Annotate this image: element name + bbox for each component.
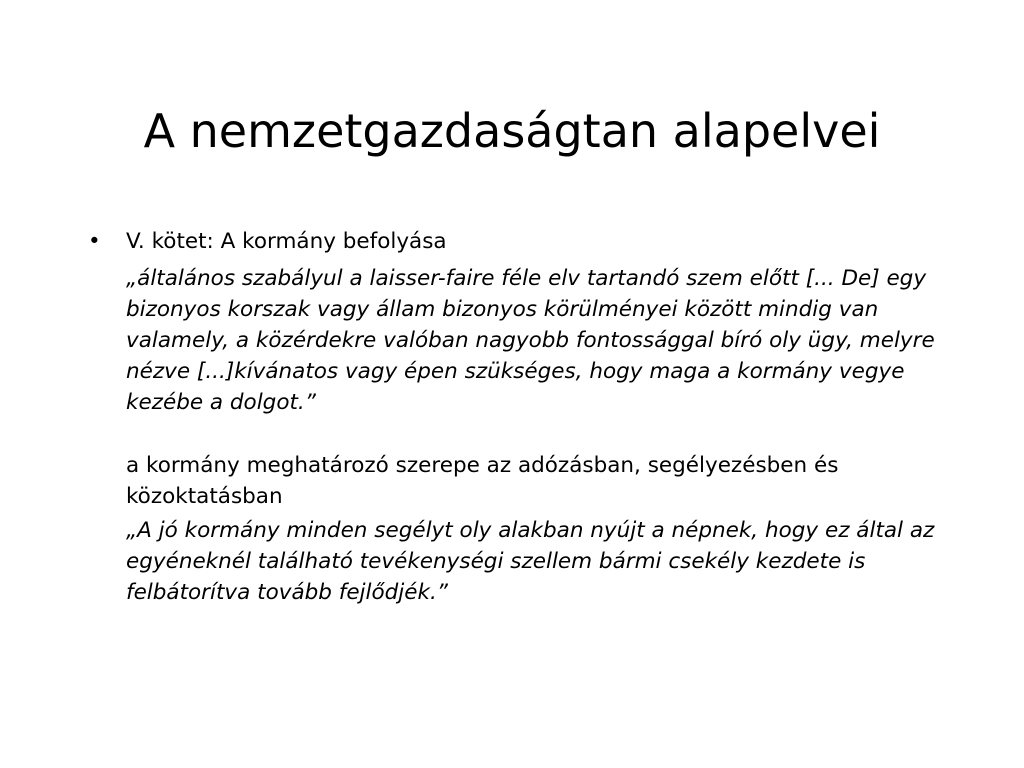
government-role-paragraph: a kormány meghatározó szerepe az adózásban, segélyezésben és közoktatásban [126,453,839,509]
slide-body [88,226,968,608]
slide-title: A nemzetgazdaságtan alapelvei [143,104,881,158]
bullet-dot-icon: • [88,229,101,254]
bullet-text: V. kötet: A kormány befolyása [126,229,447,254]
quote-laisser-faire: „általános szabályul a laisser-faire féle elv tartandó szem előtt [... De] egy bizonyos korszak vagy állam bizonyos körülményei között mindig van valamely, a közérdekre valóban nagyobb fontossággal bíró oly ügy, melyre nézve [...]kívánatos vagy épen szükséges, hogy maga a kormány vegye kezébe a dolgot.” [126,266,935,415]
bullet-item [88,226,968,257]
quote-good-government: „A jó kormány minden segélyt oly alakban nyújt a népnek, hogy ez által az egyéneknél található tevékenységi szellem bármi csekély kezdete is felbátorítva tovább fejlődjék.” [126,518,935,605]
